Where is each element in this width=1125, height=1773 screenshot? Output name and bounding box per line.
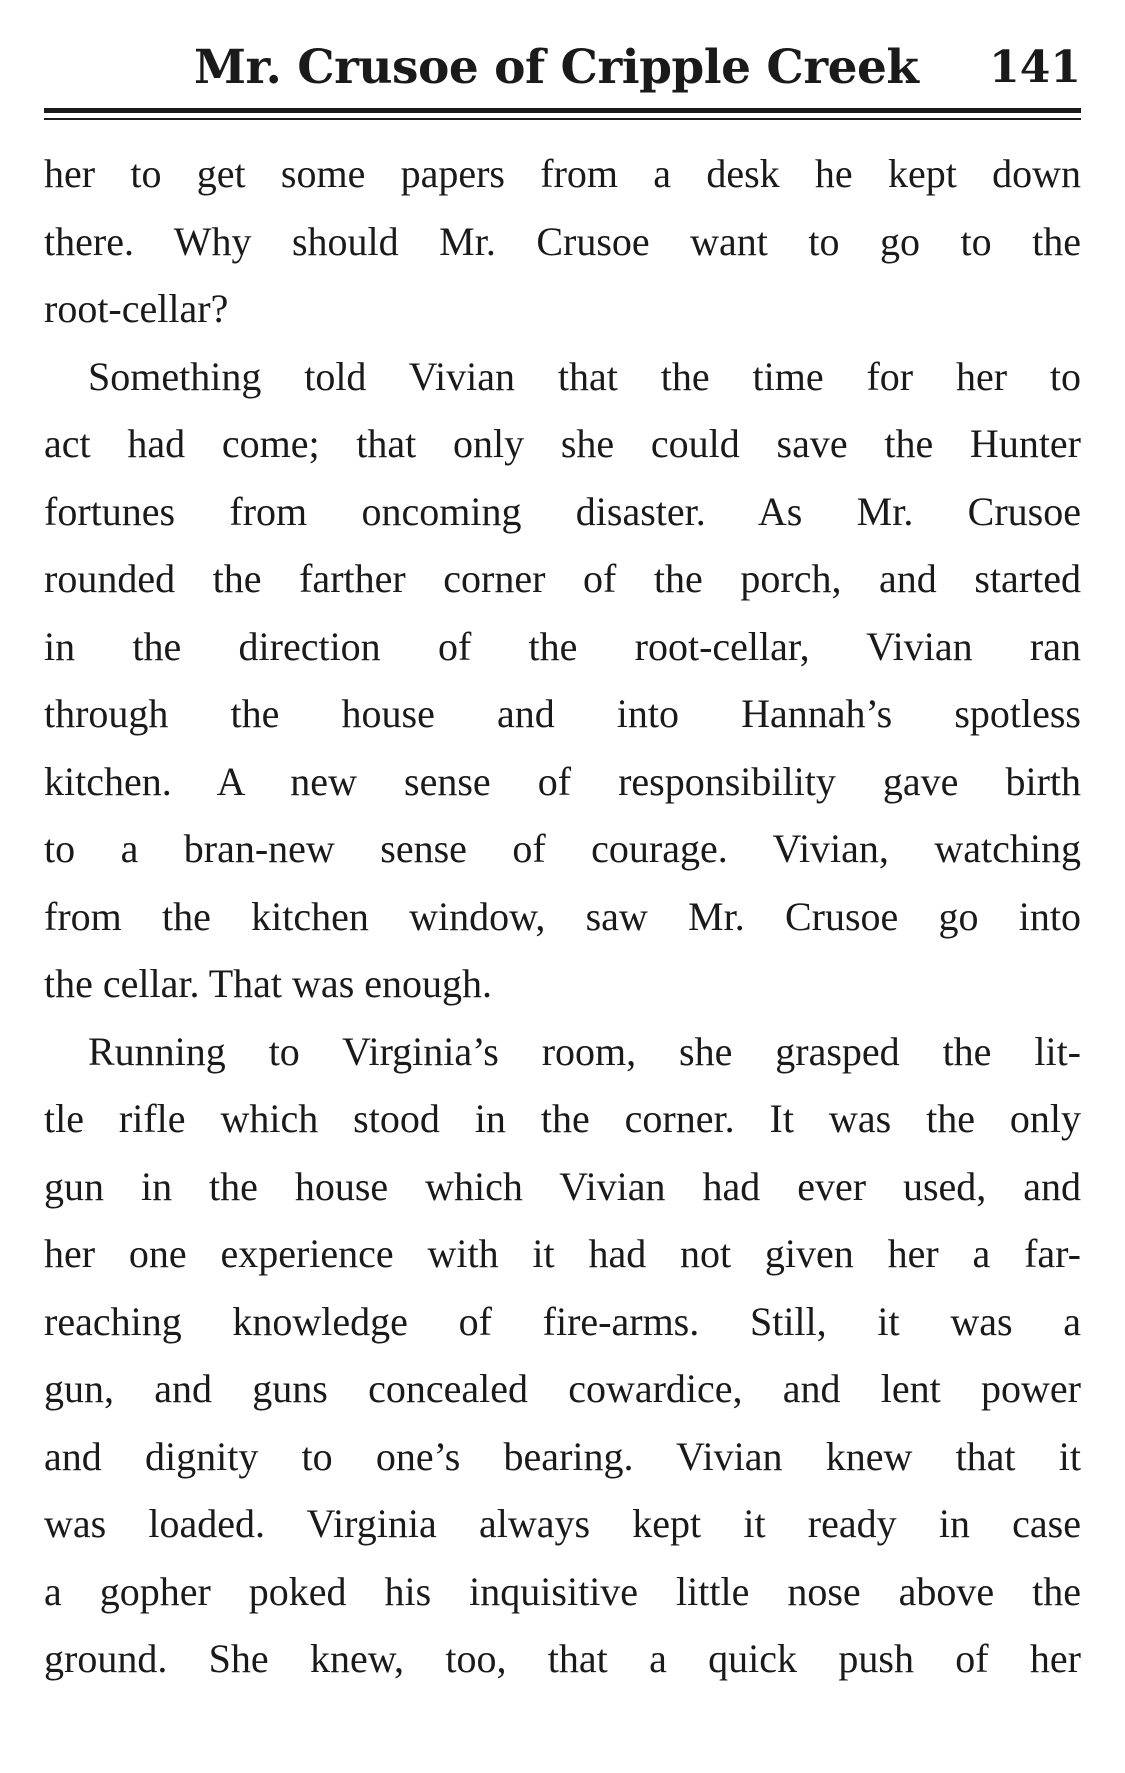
running-header <box>44 30 1081 100</box>
text-line: to a bran-new sense of courage. Vivian, watching <box>44 826 1081 871</box>
text-line: and dignity to one’s bearing. Vivian knew that it <box>44 1433 1081 1479</box>
text-line: from the kitchen window, saw Mr. Crusoe go into <box>44 893 1081 939</box>
text-line: ground. She knew, too, that a quick push of her <box>44 1636 1081 1681</box>
text-line: the cellar. That was enough. <box>44 961 493 1006</box>
text-line: rounded the farther corner of the porch, and started <box>44 556 1081 601</box>
paragraph-3 <box>44 1018 1081 1693</box>
text-line: fortunes from oncoming disaster. As Mr. Crusoe <box>44 488 1081 534</box>
running-title: Mr. Crusoe of Cripple Creek <box>194 40 919 95</box>
text-line: in the direction of the root-cellar, Vivian ran <box>44 623 1081 669</box>
text-line: a gopher poked his inquisitive little nose above the <box>44 1568 1081 1614</box>
text-line: root-cellar? <box>44 286 229 331</box>
text-line: gun, and guns concealed cowardice, and lent power <box>44 1366 1081 1411</box>
header-rule-thick <box>44 108 1081 113</box>
text-line: kitchen. A new sense of responsibility gave birth <box>44 758 1081 804</box>
body-text <box>44 140 1081 1693</box>
text-line: was loaded. Virginia always kept it ready in case <box>44 1501 1081 1546</box>
header-rule-thin <box>44 118 1081 120</box>
text-line: her to get some papers from a desk he kept down <box>44 151 1081 196</box>
text-line: her one experience with it had not given her a far- <box>44 1231 1081 1276</box>
text-line: through the house and into Hannah’s spotless <box>44 691 1081 736</box>
paragraph-1 <box>44 140 1081 343</box>
text-line: tle rifle which stood in the corner. It was the only <box>44 1096 1081 1141</box>
text-line: gun in the house which Vivian had ever used, and <box>44 1163 1081 1209</box>
text-line: Something told Vivian that the time for her to <box>88 353 1081 399</box>
text-line: act had come; that only she could save the Hunter <box>44 421 1081 466</box>
paragraph-2 <box>44 343 1081 1018</box>
page-number: 141 <box>989 42 1081 93</box>
text-line: there. Why should Mr. Crusoe want to go to the <box>44 218 1081 264</box>
text-line: reaching knowledge of fire-arms. Still, it was a <box>44 1298 1081 1344</box>
text-line: Running to Virginia’s room, she grasped the lit- <box>88 1028 1081 1074</box>
